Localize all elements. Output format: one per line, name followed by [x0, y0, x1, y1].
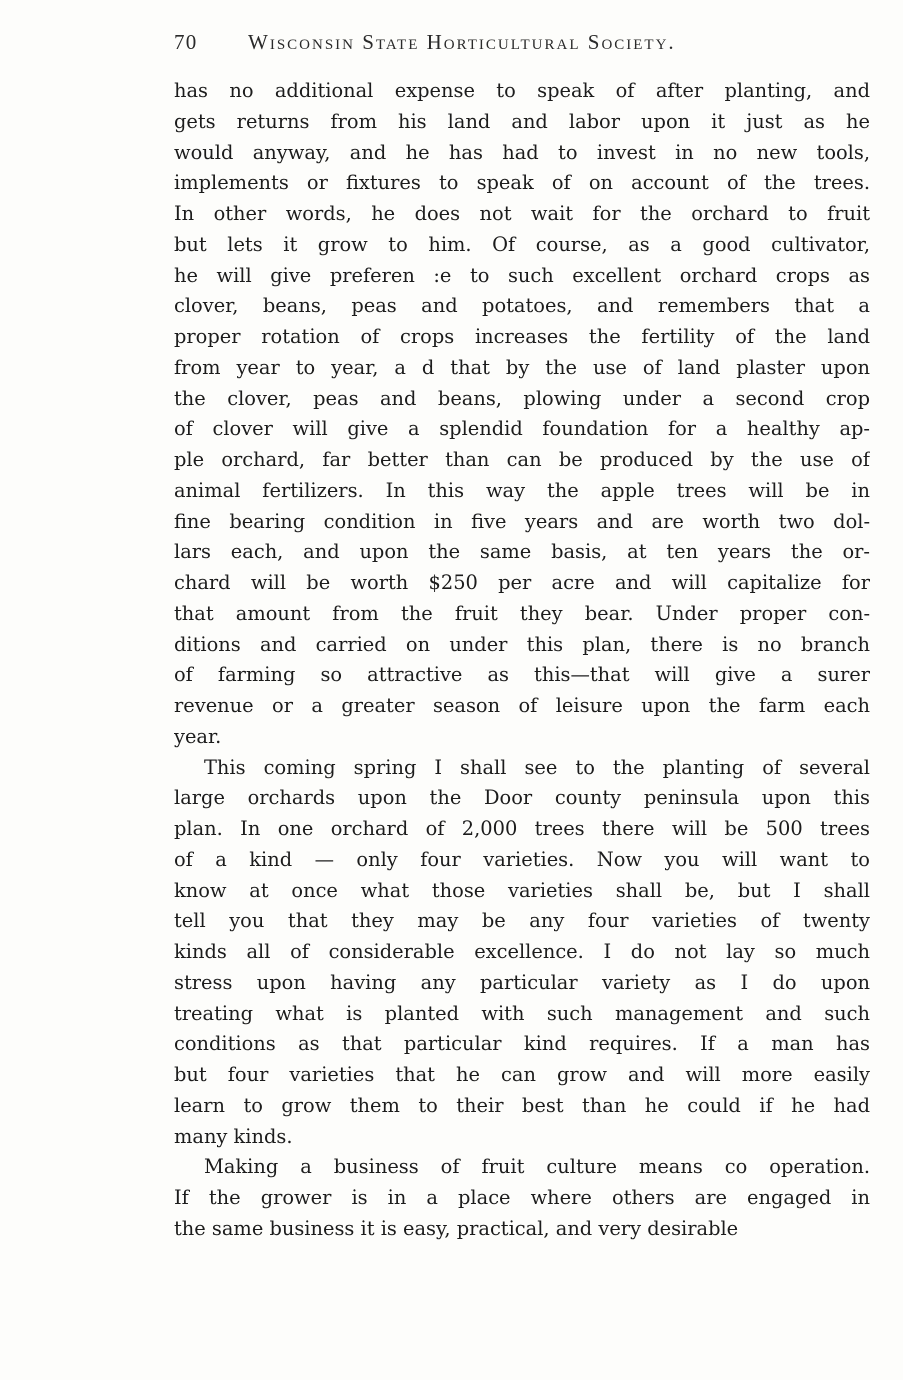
- text-line: many kinds.: [174, 1124, 293, 1148]
- text-line: plan. In one orchard of 2,000 trees there will be 500 trees: [174, 817, 870, 840]
- text-line: know at once what those varieties shall be, but I shall: [174, 878, 870, 902]
- text-line: fine bearing condition in five years and are worth two dol-: [174, 509, 870, 533]
- text-line: but four varieties that he can grow and will more easily: [174, 1063, 870, 1086]
- paragraph: [174, 76, 870, 753]
- text-line: would anyway, and he has had to invest in no new tools,: [174, 140, 870, 164]
- text-line: proper rotation of crops increases the fertility of the land: [174, 325, 870, 348]
- text-line: kinds all of considerable excellence. I do not lay so much: [174, 940, 870, 963]
- text-line: ple orchard, far better than can be produced by the use of: [174, 448, 870, 471]
- text-line: that amount from the fruit they bear. Under proper con-: [174, 601, 870, 625]
- paragraph: [174, 1152, 870, 1244]
- text-line: year.: [174, 724, 222, 748]
- text-line: conditions as that particular kind requires. If a man has: [174, 1032, 870, 1056]
- text-line: This coming spring I shall see to the planting of several: [204, 755, 870, 779]
- text-line: revenue or a greater season of leisure upon the farm each: [174, 694, 870, 717]
- text-line: the same business it is easy, practical, and very desirable: [174, 1216, 739, 1240]
- text-line: If the grower is in a place where others are engaged in: [174, 1186, 870, 1209]
- text-line: animal fertilizers. In this way the apple trees will be in: [174, 478, 870, 502]
- text-line: of a kind — only four varieties. Now you will want to: [174, 847, 870, 871]
- text-line: treating what is planted with such management and such: [174, 1001, 870, 1025]
- body-text: [174, 76, 870, 1245]
- text-line: learn to grow them to their best than he could if he had: [174, 1093, 870, 1117]
- text-line: from year to year, a d that by the use of land plaster upon: [174, 355, 870, 379]
- running-head: Wisconsin State Horticultural Society.: [248, 30, 676, 54]
- text-line: chard will be worth $250 per acre and will capitalize for: [174, 571, 870, 594]
- text-line: ditions and carried on under this plan, there is no branch: [174, 632, 870, 656]
- text-line: Making a business of fruit culture means co operation.: [204, 1155, 870, 1179]
- text-line: lars each, and upon the same basis, at ten years the or-: [174, 540, 870, 564]
- text-line: of farming so attractive as this—that will give a surer: [174, 663, 870, 687]
- text-line: has no additional expense to speak of after planting, and: [174, 79, 870, 102]
- text-line: clover, beans, peas and potatoes, and remembers that a: [174, 294, 870, 318]
- text-line: he will give preferen :e to such excellent orchard crops as: [174, 263, 870, 287]
- text-line: but lets it grow to him. Of course, as a good cultivator,: [174, 232, 870, 256]
- page-header: [174, 30, 870, 62]
- text-line: the clover, peas and beans, plowing under a second crop: [174, 386, 870, 410]
- text-line: gets returns from his land and labor upon it just as he: [174, 109, 870, 133]
- text-line: implements or fixtures to speak of on account of the trees.: [174, 171, 870, 195]
- text-line: tell you that they may be any four varieties of twenty: [174, 909, 870, 933]
- text-line: In other words, he does not wait for the orchard to fruit: [174, 202, 870, 225]
- text-line: of clover will give a splendid foundation for a healthy ap-: [174, 417, 870, 441]
- page-number: 70: [174, 30, 198, 54]
- text-line: stress upon having any particular variety as I do upon: [174, 970, 870, 994]
- text-line: large orchards upon the Door county peninsula upon this: [174, 786, 870, 810]
- paragraph: [174, 753, 870, 1153]
